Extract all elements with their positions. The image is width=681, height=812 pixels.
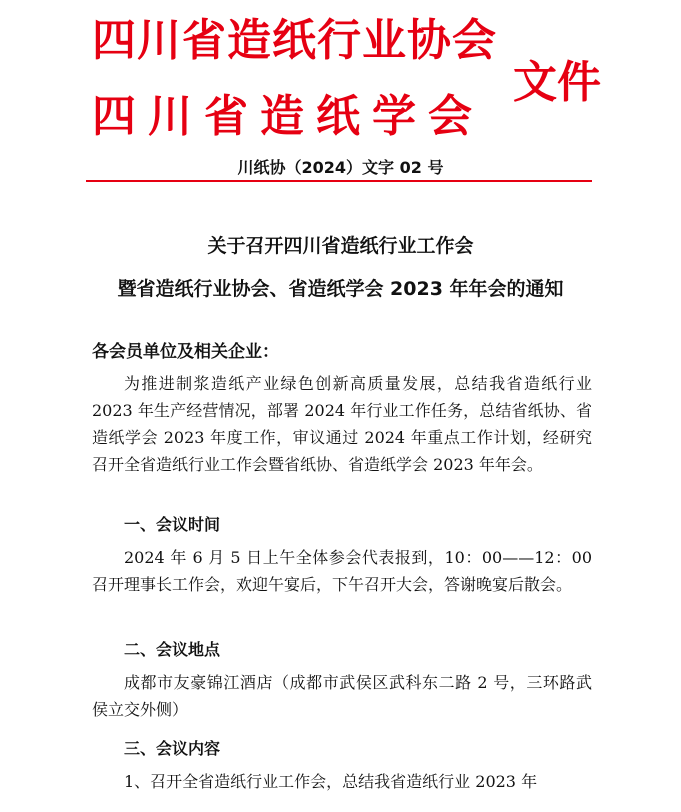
section-heading-venue: 二、会议地点 [124, 640, 221, 659]
red-divider-line [86, 180, 592, 182]
intro-paragraph: 为推进制浆造纸产业绿色创新高质量发展，总结我省造纸行业 2023 年生产经营情况，部署 2024 年行业工作任务，总结省纸协、省造纸学会 2023 年度工作，审议通过 2024 年重点工作计划，经研究召开全省造纸行业工作会暨省纸协、省造纸学会 2023 年年会。 [92, 374, 592, 474]
org-name-association: 四川省造纸行业协会 [92, 15, 497, 66]
section-text-content: 1、召开全省造纸行业工作会，总结我省造纸行业 2023 年 [124, 772, 538, 791]
document-number: 川纸协（2024）文字 02 号 [237, 158, 444, 177]
section-heading-content: 三、会议内容 [124, 739, 221, 758]
section-text-time: 2024 年 6 月 5 日上午全体参会代表报到，10：00——12：00 召开理事长工作会，欢迎午宴后，下午召开大会，答谢晚宴后散会。 [92, 548, 592, 594]
document-type-label: 文件 [513, 57, 601, 108]
org-name-society: 四川省造纸学会 [92, 91, 484, 142]
section-text-venue: 成都市友豪锦江酒店（成都市武侯区武科东二路 2 号，三环路武侯立交外侧） [92, 673, 592, 719]
notice-title-line-1: 关于召开四川省造纸行业工作会 [207, 235, 474, 257]
section-heading-time: 一、会议时间 [124, 515, 221, 534]
salutation: 各会员单位及相关企业： [92, 342, 279, 362]
notice-title-line-2: 暨省造纸行业协会、省造纸学会 2023 年年会的通知 [117, 278, 564, 300]
